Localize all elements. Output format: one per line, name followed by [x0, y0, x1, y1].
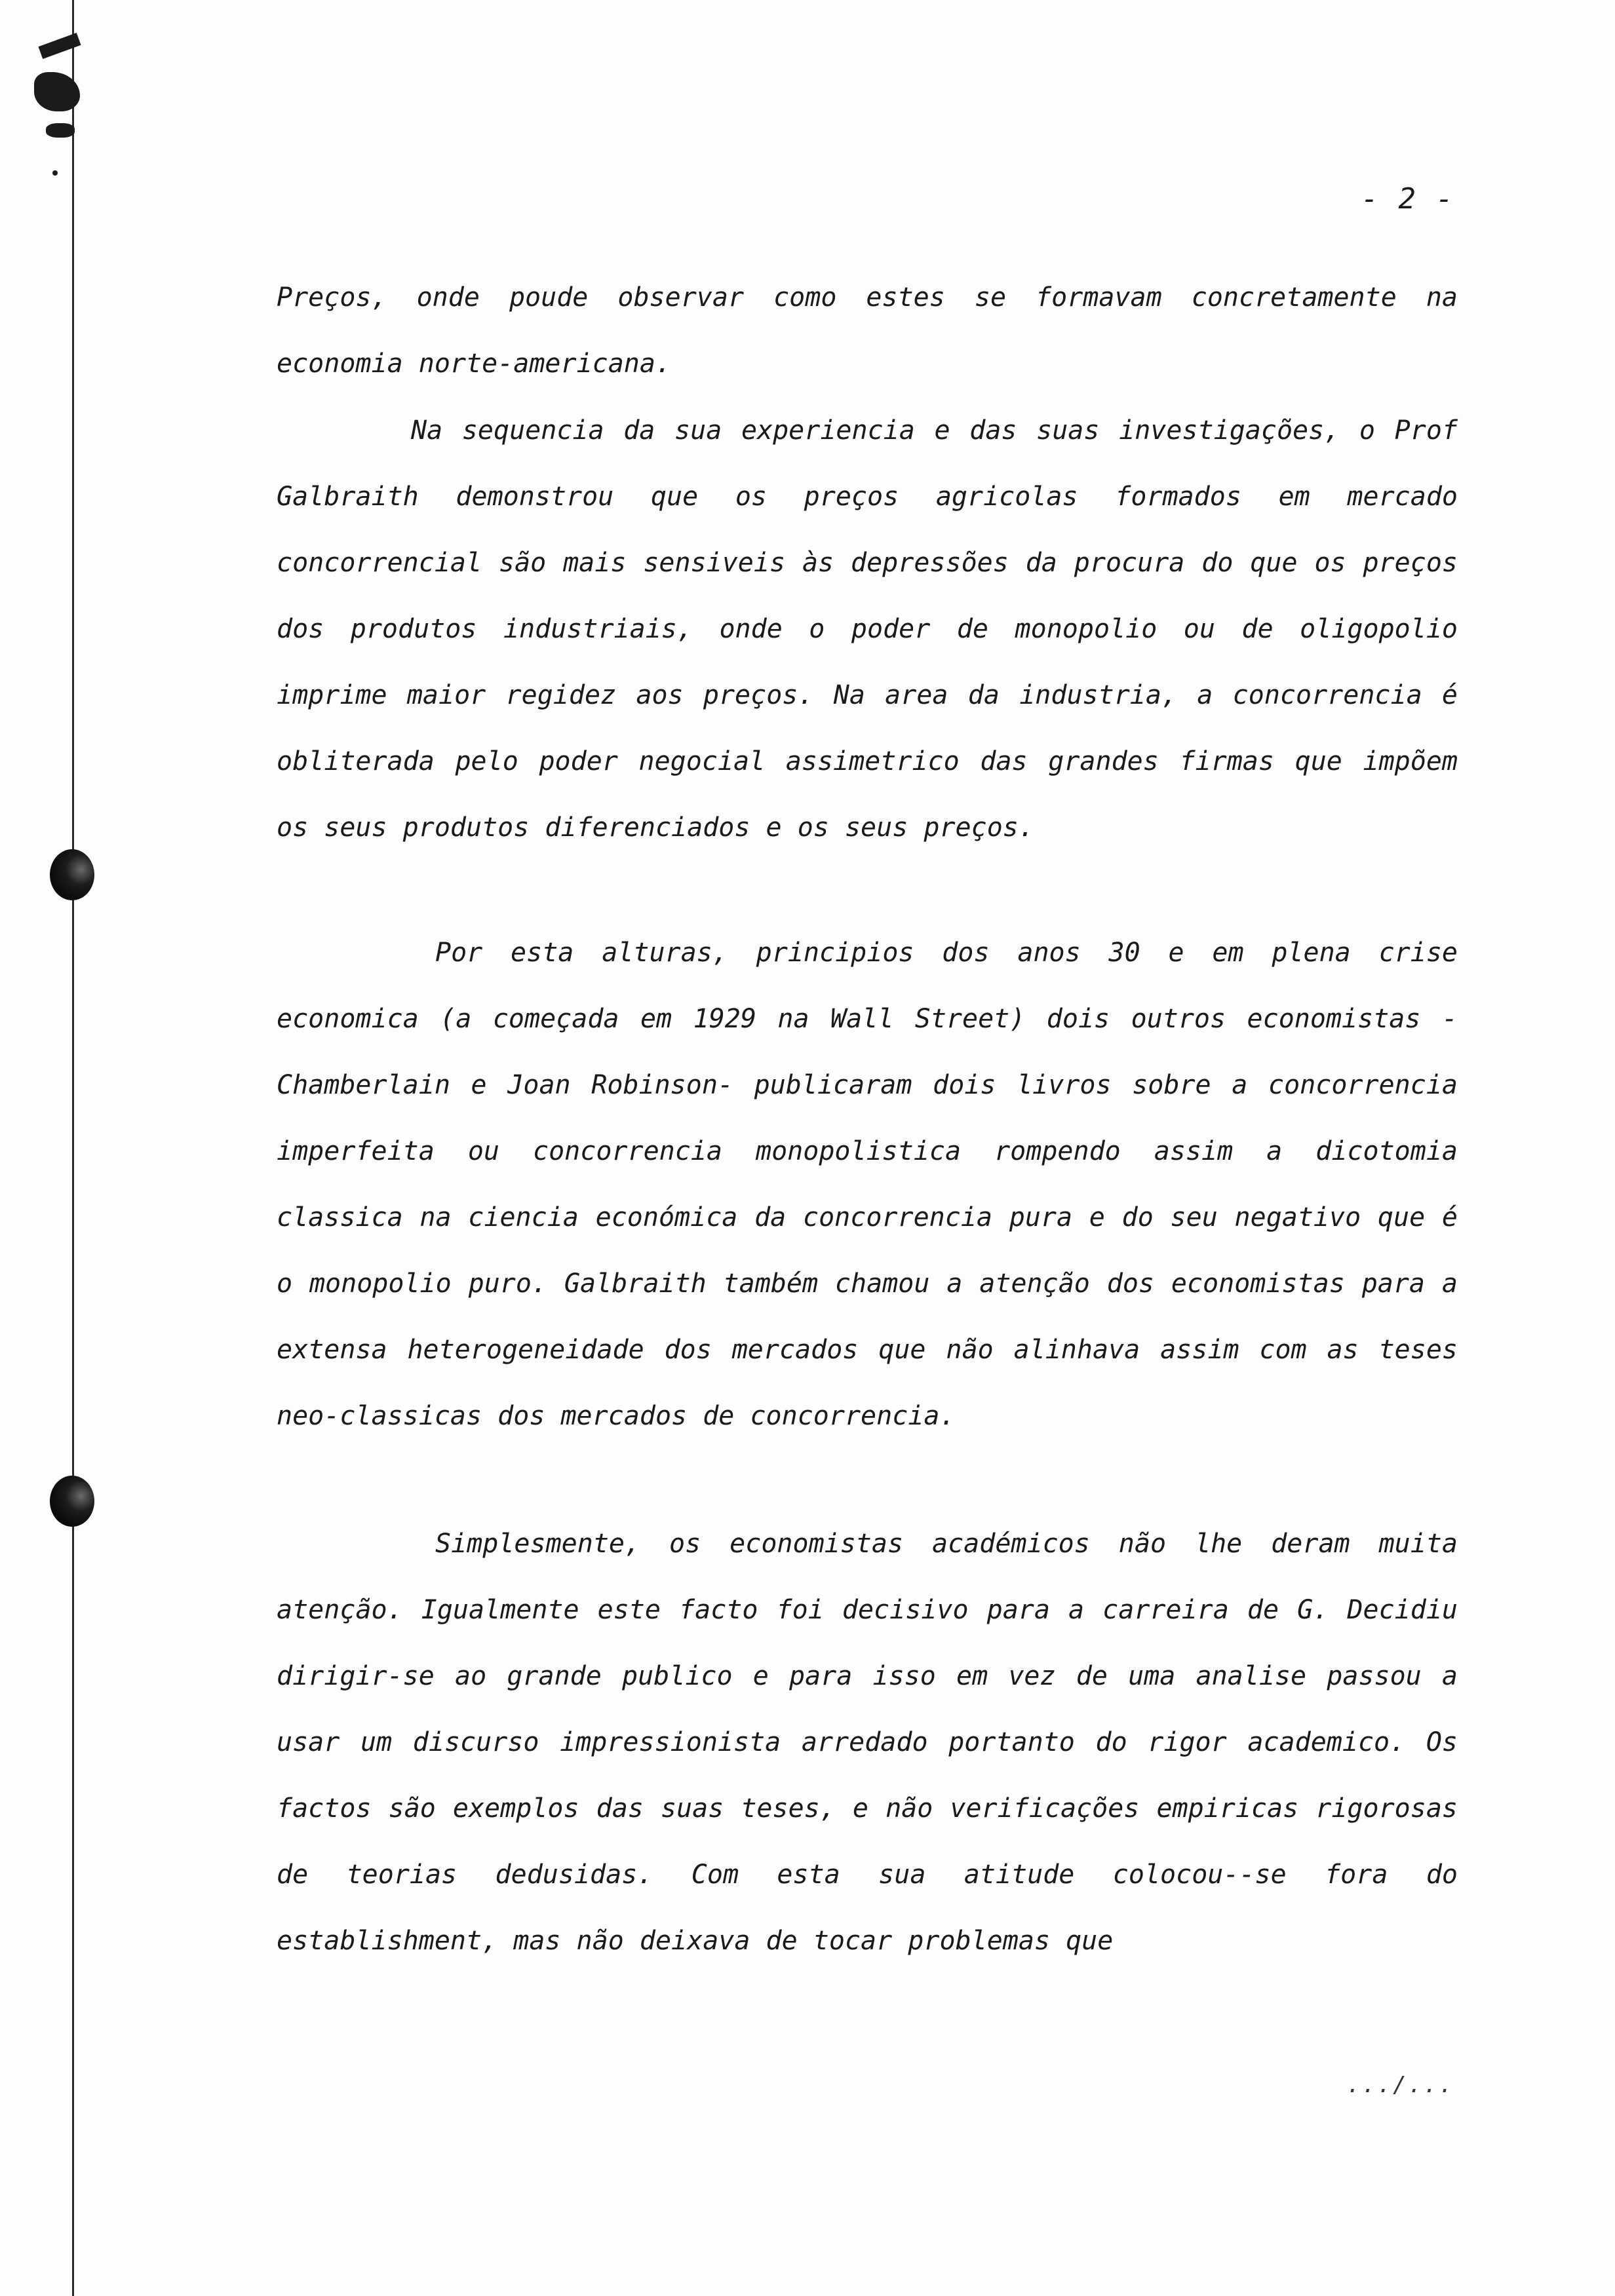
- left-margin-line: [72, 0, 74, 2296]
- paragraph: Na sequencia da sua experiencia e das suas investigações, o Prof Galbraith demonstrou que os preços agricolas formados em mercado concorrencial são mais sensiveis às depressões da procura do que os preços dos produtos industriais, onde o poder de monopolio ou de oligopolio imprime maior regidez aos preços. Na area da industria, a concorrencia é obliterada pelo poder negocial assimetrico das grandes firmas que impõem os seus produtos diferenciados e os seus preços.: [277, 415, 1458, 843]
- scan-smudge: [52, 170, 58, 176]
- paragraph: Preços, onde poude observar como estes se formavam concretamente na economia norte-americana.: [277, 282, 1458, 379]
- paragraph: Por esta alturas, principios dos anos 30 e em plena crise economica (a começada em 1929 na Wall Street) dois outros economistas - Chamberlain e Joan Robinson- publicaram dois livros sobre a concorrencia imperfeita ou concorrencia monopolistica rompendo assim a dicotomia classica na ciencia económica da concorrencia pura e do seu negativo que é o monopolio puro. Galbraith também chamou a atenção dos economistas para a extensa heterogeneidade dos mercados que não alinhava assim com as teses neo-classicas dos mercados de concorrencia.: [277, 938, 1458, 1431]
- continuation-mark: .../...: [1346, 2072, 1454, 2098]
- scan-smudge: [38, 33, 81, 59]
- page-number: - 2 -: [1361, 182, 1454, 216]
- scan-smudge: [46, 123, 75, 138]
- punch-hole: [50, 849, 94, 900]
- punch-hole: [50, 1476, 94, 1527]
- paragraph: Simplesmente, os economistas académicos não lhe deram muita atenção. Igualmente este facto foi decisivo para a carreira de G. Decidiu dirigir-se ao grande publico e para isso em vez de uma analise passou a usar um discurso impressionista arredado portanto do rigor academico. Os factos são exemplos das suas teses, e não verificações empiricas rigorosas de teorias dedusidas. Com esta sua atitude colocou--se fora do establishment, mas não deixava de tocar problemas que: [277, 1529, 1458, 1956]
